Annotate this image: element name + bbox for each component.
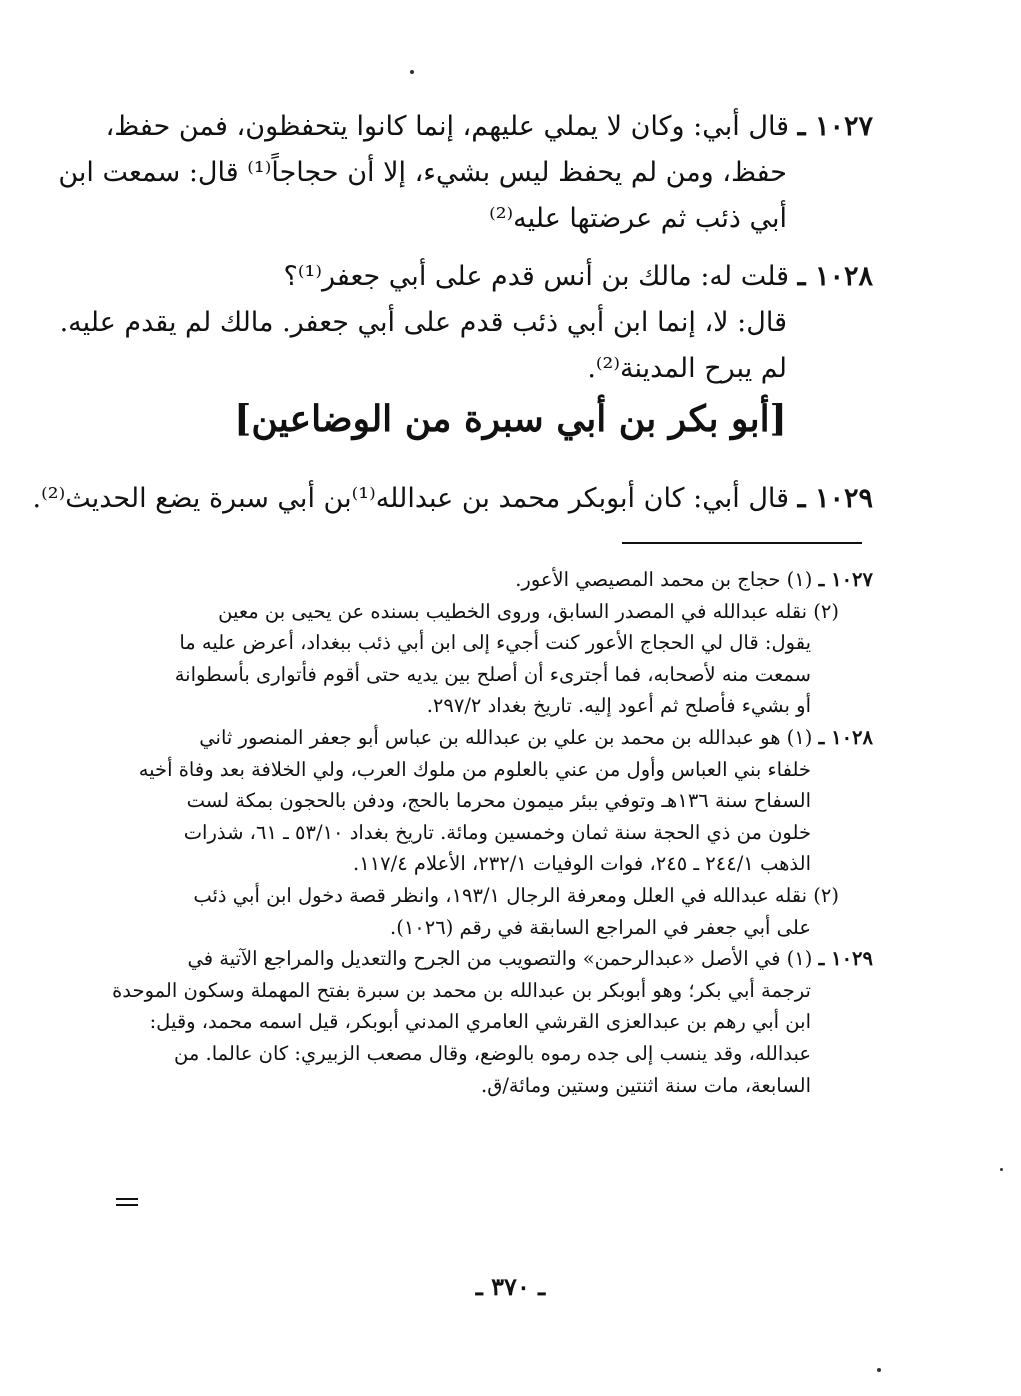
print-speck (1000, 1168, 1003, 1171)
footnote-ref: ١٠٢٧ ـ (818, 568, 873, 591)
section-heading: [أبو بكر بن أبي سبرة من الوضاعين] (234, 398, 787, 440)
entry-number: ١٠٢٨ ـ (797, 261, 873, 292)
continuation-mark (116, 1198, 138, 1210)
print-speck (410, 70, 414, 74)
footnote-separator (622, 542, 862, 544)
footnote-ref: ١٠٢٨ ـ (818, 725, 873, 749)
footnote-group-1028: ١٠٢٨ ـ (١) هو عبدالله بن محمد بن علي بن عبدالله بن عباس أبو جعفر المنصور ثاني خلفاء بني العباس وأول من عني بالعلوم من ملوك العرب، ولي الخلافة بعد وفاة أخيه السفاح سنة ١٣٦هـ وتوفي ببئر ميمون محرما بالحج، ودفن بالحجون بمكة لست خلون من ذي الحجة سنة ثمان وخمسين ومائة. تاريخ بغداد ٥٣/١٠ ـ ٦١، شذرات الذهب ٢٤٤/١ ـ ٢٤٥، فوات الوفيات ٢٣٢/١، الأعلام ١١٧/٤. (٢) نقله عبدالله في العلل ومعرفة الرجال ١٩٣/١، وانظر قصة دخول ابن أبي ذئب على أبي جعفر في المراجع السابقة في رقم (١٠٢٦). (138, 725, 873, 939)
entry-1028-line-3: لم يبرح المدينة⁽²⁾. (587, 353, 787, 384)
entry-1027-line-3: أبي ذئب ثم عرضتها عليه⁽²⁾ (489, 203, 787, 234)
entry-1027-line-2: حفظ، ومن لم يحفظ ليس بشيء، إلا أن حجاجاً⁽¹⁾ قال: سمعت ابن (58, 157, 787, 188)
footnote-ref: ١٠٢٩ ـ (818, 947, 873, 971)
footnote-group-1027: ١٠٢٧ ـ (١) حجاج بن محمد المصيصي الأعور. (٢) نقله عبدالله في المصدر السابق، وروى الخطيب بسنده عن يحيى بن معين يقول: قال لي الحجاج الأعور كنت أجيء إلى ابن أبي ذئب ببغداد، أعرض عليه ما سمعت منه لأصحابه، فما أجترىء أن أصلح بين يديه حتى أقوم فأتوارى بأسطوانة أو بشيء فأصلح ثم أعود إليه. تاريخ بغداد ٢٩٧/٢. (174, 568, 873, 718)
footnote-group-1029: ١٠٢٩ ـ (١) في الأصل «عبدالرحمن» والتصويب من الجرح والتعديل والمراجع الآتية في ترجمة أبي بكر؛ وهو أبوبكر بن عبدالله بن محمد بن سبرة بفتح المهملة وسكون الموحدة ابن أبي رهم بن عبدالعزى القرشي العامري المدني أبوبكر، قيل اسمه محمد، وقيل: عبدالله، وقد ينسب إلى جده رموه بالوضع، وقال مصعب الزبيري: كان عالما. من السابعة، مات سنة اثنتين وستين ومائة/ق. (112, 947, 873, 1097)
entry-1027 (58, 104, 873, 242)
footnotes (112, 564, 873, 1101)
entry-1029-text: قال أبي: كان أبوبكر محمد بن عبدالله⁽¹⁾بن أبي سبرة يضع الحديث⁽²⁾. (32, 483, 790, 514)
print-speck (877, 1368, 881, 1372)
entry-1028 (60, 254, 873, 392)
entry-1029 (33, 476, 873, 522)
page-number: ـ ٣٧٠ ـ (475, 1272, 546, 1301)
entry-number: ١٠٢٩ ـ (797, 483, 873, 514)
entry-1028-line-1: ١٠٢٨ ـ قلت له: مالك بن أنس قدم على أبي جعفر⁽¹⁾؟ (283, 261, 873, 292)
entry-1028-line-2: قال: لا، إنما ابن أبي ذئب قدم على أبي جعفر. مالك لم يقدم عليه. (59, 307, 787, 338)
entry-1027-line-1: ١٠٢٧ ـ قال أبي: وكان لا يملي عليهم، إنما كانوا يتحفظون، فمن حفظ، (105, 111, 873, 142)
entry-number: ١٠٢٧ ـ (797, 111, 873, 142)
